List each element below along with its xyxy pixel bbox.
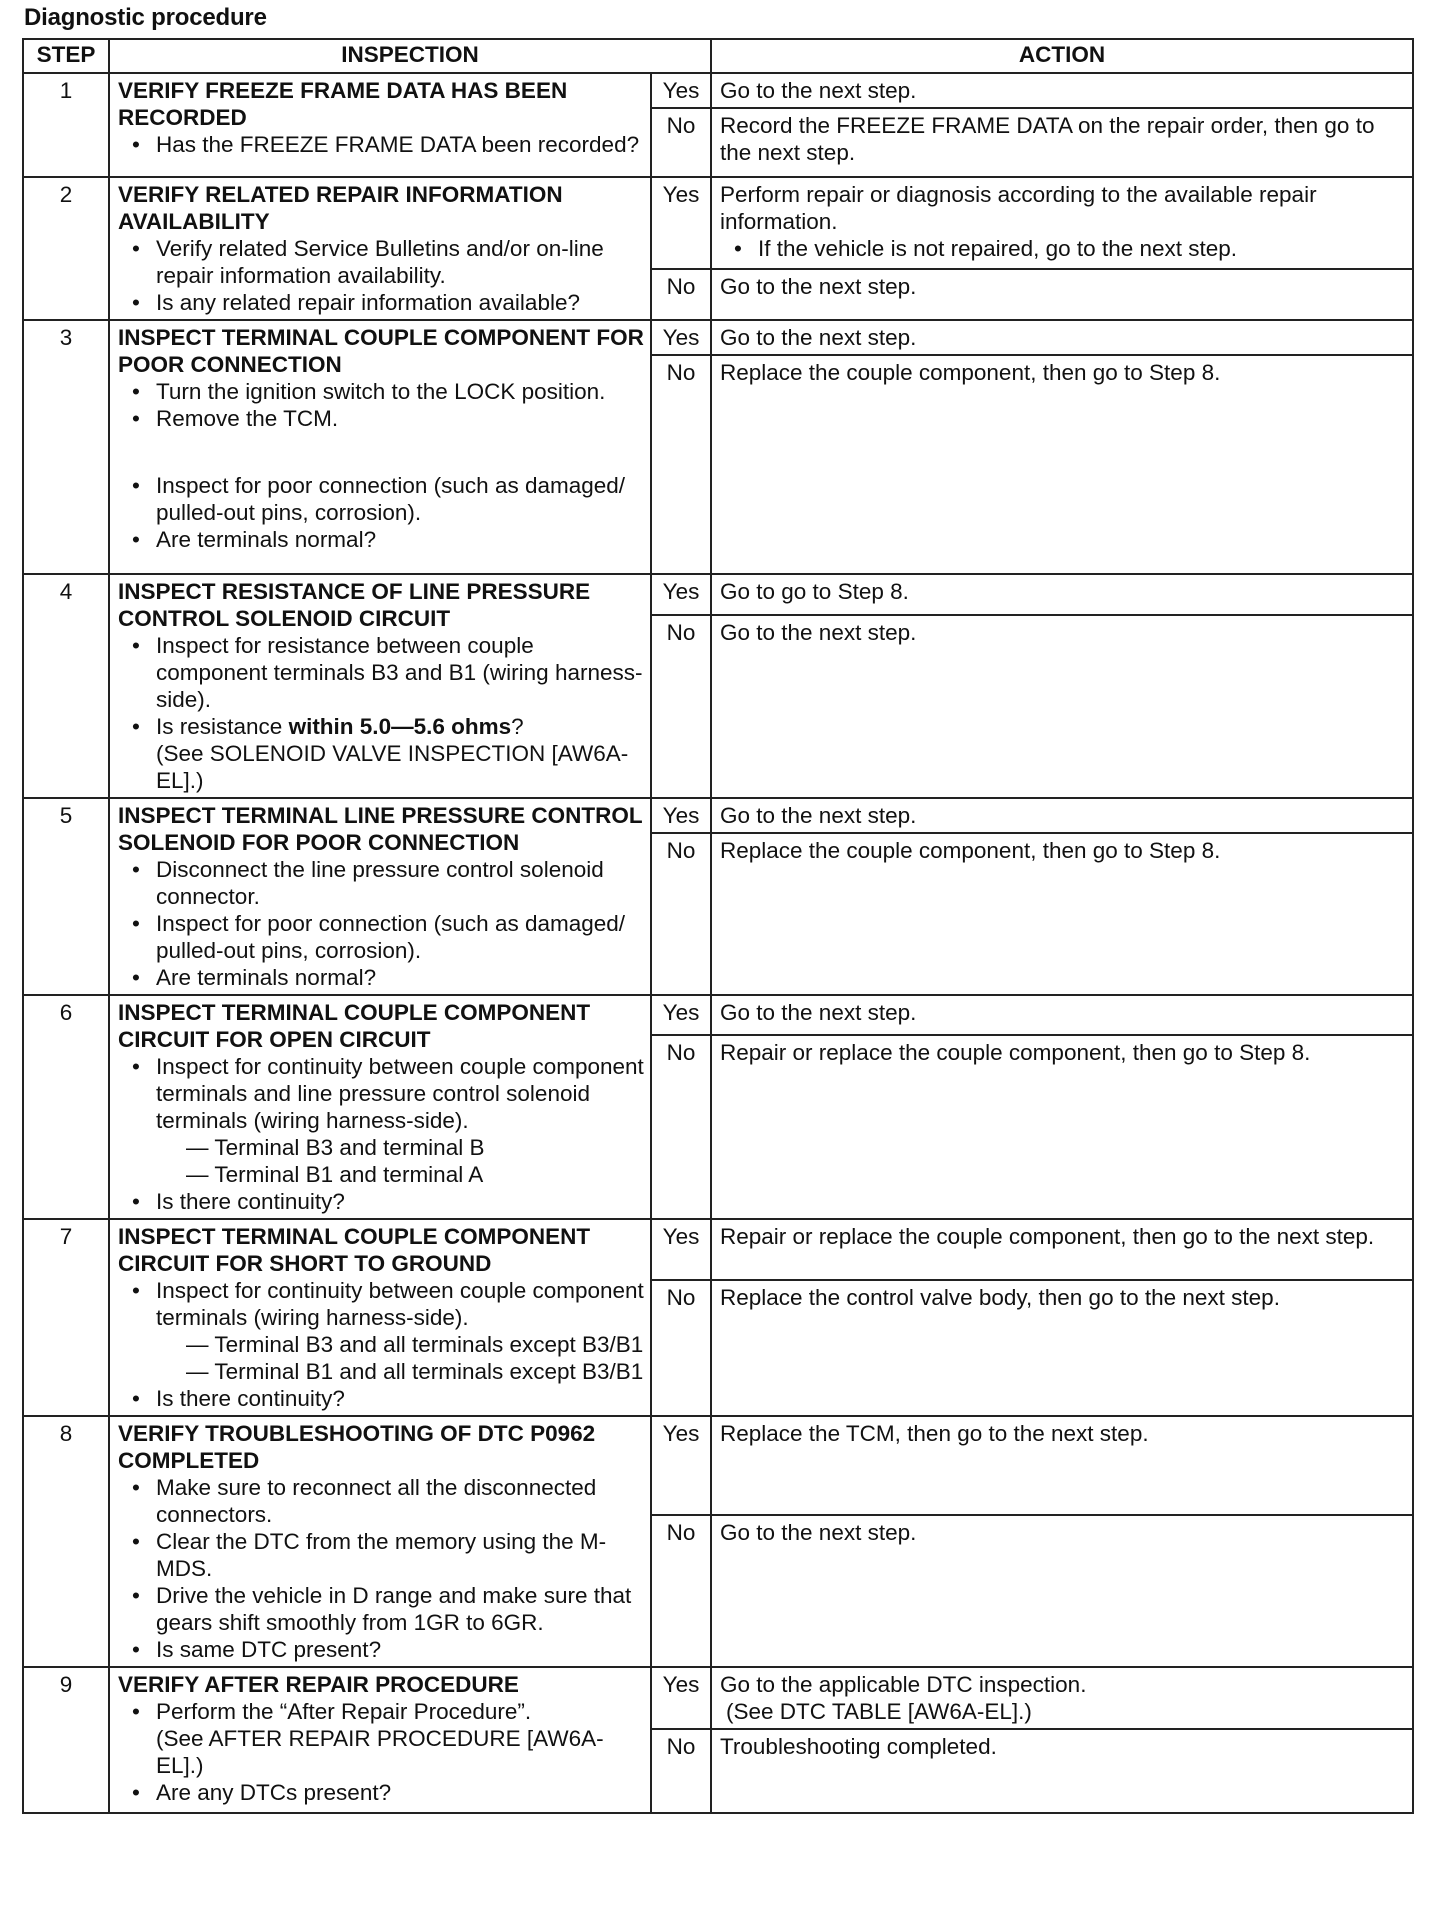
header-action: ACTION xyxy=(711,39,1413,73)
no-action: Replace the couple component, then go to Step 8. xyxy=(711,355,1413,574)
yes-action xyxy=(711,177,1413,269)
inspection-bullet: • Inspect for poor connection (such as damaged/ pulled-out pins, corrosion). xyxy=(118,910,644,964)
terminal-pair: — Terminal B1 and terminal A xyxy=(186,1162,484,1187)
yes-action xyxy=(711,1667,1413,1729)
inspection-bullet: • Inspect for continuity between couple component terminals (wiring harness-side). xyxy=(118,1277,644,1331)
terminal-pair: — Terminal B3 and terminal B xyxy=(186,1135,485,1160)
inspection-heading: INSPECT TERMINAL COUPLE COMPONENT CIRCUIT FOR SHORT TO GROUND xyxy=(118,1224,591,1276)
table-row xyxy=(23,1219,1413,1280)
inspection-cell xyxy=(109,73,651,177)
inspection-cell xyxy=(109,574,651,798)
table-row xyxy=(23,320,1413,355)
inspection-cell xyxy=(109,1219,651,1416)
yes-label: Yes xyxy=(651,574,711,615)
inspection-bullet: • Inspect for poor connection (such as damaged/ pulled-out pins, corrosion). xyxy=(118,472,644,526)
resistance-value: within 5.0—5.6 ohms xyxy=(288,714,512,739)
inspection-cell xyxy=(109,320,651,574)
yes-action: Go to the next step. xyxy=(711,995,1413,1035)
yes-action: Go to the next step. xyxy=(711,320,1413,355)
no-action: Go to the next step. xyxy=(711,615,1413,798)
no-action: Replace the control valve body, then go to the next step. xyxy=(711,1280,1413,1416)
no-action: Go to the next step. xyxy=(711,269,1413,320)
inspection-heading: INSPECT RESISTANCE OF LINE PRESSURE CONTROL SOLENOID CIRCUIT xyxy=(118,579,591,631)
step-number: 3 xyxy=(23,320,109,574)
no-label: No xyxy=(651,1280,711,1416)
no-label: No xyxy=(651,1515,711,1667)
table-row xyxy=(23,995,1413,1035)
diagnostic-procedure-table xyxy=(22,38,1414,1814)
yes-label: Yes xyxy=(651,73,711,108)
step-number: 6 xyxy=(23,995,109,1219)
yes-label: Yes xyxy=(651,995,711,1035)
no-action: Go to the next step. xyxy=(711,1515,1413,1667)
inspection-bullet: • Drive the vehicle in D range and make sure that gears shift smoothly from 1GR to 6GR. xyxy=(118,1582,644,1636)
step-number: 1 xyxy=(23,73,109,177)
resistance-text-post: ? xyxy=(511,714,524,739)
inspection-bullet: • Are any DTCs present? xyxy=(118,1779,644,1806)
table-row xyxy=(23,574,1413,615)
inspection-bullet: • Inspect for continuity between couple component terminals and line pressure control solenoid terminals (wiring harness-side). xyxy=(118,1053,644,1134)
step-number: 8 xyxy=(23,1416,109,1667)
header-step: STEP xyxy=(23,39,109,73)
inspection-heading: INSPECT TERMINAL LINE PRESSURE CONTROL SOLENOID FOR POOR CONNECTION xyxy=(118,803,643,855)
yes-label: Yes xyxy=(651,320,711,355)
inspection-bullet: • Is any related repair information available? xyxy=(118,289,644,316)
resistance-text-pre: Is resistance xyxy=(156,714,289,739)
inspection-bullet: • Verify related Service Bulletins and/or on-line repair information availability. xyxy=(118,235,644,289)
yes-label: Yes xyxy=(651,1416,711,1515)
table-row xyxy=(23,73,1413,108)
no-label: No xyxy=(651,1729,711,1813)
inspection-bullet: • Clear the DTC from the memory using the M-MDS. xyxy=(118,1528,644,1582)
yes-action: Go to go to Step 8. xyxy=(711,574,1413,615)
no-label: No xyxy=(651,355,711,574)
inspection-bullet-resistance xyxy=(118,713,644,740)
yes-action: Go to the next step. xyxy=(711,73,1413,108)
yes-action-text: Go to the applicable DTC inspection. xyxy=(720,1672,1087,1697)
inspection-bullet: • Is there continuity? xyxy=(118,1385,644,1412)
reference-note: (See DTC TABLE [AW6A-EL].) xyxy=(726,1699,1032,1724)
step-number: 9 xyxy=(23,1667,109,1813)
inspection-bullet: • Perform the “After Repair Procedure”. xyxy=(118,1698,644,1725)
table-row xyxy=(23,1667,1413,1729)
inspection-heading: INSPECT TERMINAL COUPLE COMPONENT FOR POOR CONNECTION xyxy=(118,325,644,377)
inspection-cell xyxy=(109,995,651,1219)
inspection-bullet: • Are terminals normal? xyxy=(118,964,644,991)
terminal-pair: — Terminal B3 and all terminals except B3/B1 xyxy=(186,1332,644,1357)
inspection-bullet: • Disconnect the line pressure control solenoid connector. xyxy=(118,856,644,910)
yes-label: Yes xyxy=(651,798,711,833)
inspection-cell xyxy=(109,798,651,995)
inspection-heading: VERIFY AFTER REPAIR PROCEDURE xyxy=(118,1672,519,1697)
step-number: 4 xyxy=(23,574,109,798)
no-label: No xyxy=(651,108,711,177)
no-action: Troubleshooting completed. xyxy=(711,1729,1413,1813)
inspection-bullet: • Is there continuity? xyxy=(118,1188,644,1215)
inspection-bullet: • Are terminals normal? xyxy=(118,526,644,553)
inspection-bullet: • Has the FREEZE FRAME DATA been recorded? xyxy=(118,131,644,158)
yes-action: Go to the next step. xyxy=(711,798,1413,833)
inspection-bullet: • Inspect for resistance between couple component terminals B3 and B1 (wiring harness-side). xyxy=(118,632,644,713)
step-number: 2 xyxy=(23,177,109,320)
terminal-pair: — Terminal B1 and all terminals except B3/B1 xyxy=(186,1359,644,1384)
step-number: 7 xyxy=(23,1219,109,1416)
action-bullet: • If the vehicle is not repaired, go to the next step. xyxy=(720,235,1406,262)
yes-label: Yes xyxy=(651,1667,711,1729)
yes-label: Yes xyxy=(651,177,711,269)
yes-action: Repair or replace the couple component, then go to the next step. xyxy=(711,1219,1413,1280)
yes-label: Yes xyxy=(651,1219,711,1280)
inspection-bullet: • Is same DTC present? xyxy=(118,1636,644,1663)
no-label: No xyxy=(651,269,711,320)
inspection-cell xyxy=(109,1667,651,1813)
inspection-cell xyxy=(109,177,651,320)
table-row xyxy=(23,798,1413,833)
inspection-heading: VERIFY FREEZE FRAME DATA HAS BEEN RECORDED xyxy=(118,78,568,130)
no-action: Record the FREEZE FRAME DATA on the repair order, then go to the next step. xyxy=(711,108,1413,177)
inspection-bullet: • Make sure to reconnect all the disconnected connectors. xyxy=(118,1474,644,1528)
inspection-bullet: • Turn the ignition switch to the LOCK position. xyxy=(118,378,644,405)
table-row xyxy=(23,1416,1413,1515)
no-action: Replace the couple component, then go to Step 8. xyxy=(711,833,1413,995)
no-action: Repair or replace the couple component, then go to Step 8. xyxy=(711,1035,1413,1219)
reference-note: (See SOLENOID VALVE INSPECTION [AW6A-EL].) xyxy=(156,741,629,793)
inspection-heading: VERIFY RELATED REPAIR INFORMATION AVAILABILITY xyxy=(118,182,563,234)
no-label: No xyxy=(651,833,711,995)
inspection-heading: INSPECT TERMINAL COUPLE COMPONENT CIRCUIT FOR OPEN CIRCUIT xyxy=(118,1000,591,1052)
inspection-bullet: • Remove the TCM. xyxy=(118,405,644,432)
table-row xyxy=(23,177,1413,269)
page-title: Diagnostic procedure xyxy=(24,4,267,31)
inspection-heading: VERIFY TROUBLESHOOTING OF DTC P0962 COMPLETED xyxy=(118,1421,596,1473)
header-inspection: INSPECTION xyxy=(109,39,711,73)
no-label: No xyxy=(651,1035,711,1219)
no-label: No xyxy=(651,615,711,798)
table-header-row xyxy=(23,39,1413,73)
step-number: 5 xyxy=(23,798,109,995)
inspection-cell xyxy=(109,1416,651,1667)
yes-action: Replace the TCM, then go to the next step. xyxy=(711,1416,1413,1515)
reference-note: (See AFTER REPAIR PROCEDURE [AW6A-EL].) xyxy=(156,1726,604,1778)
yes-action-text: Perform repair or diagnosis according to the available repair information. xyxy=(720,182,1317,234)
